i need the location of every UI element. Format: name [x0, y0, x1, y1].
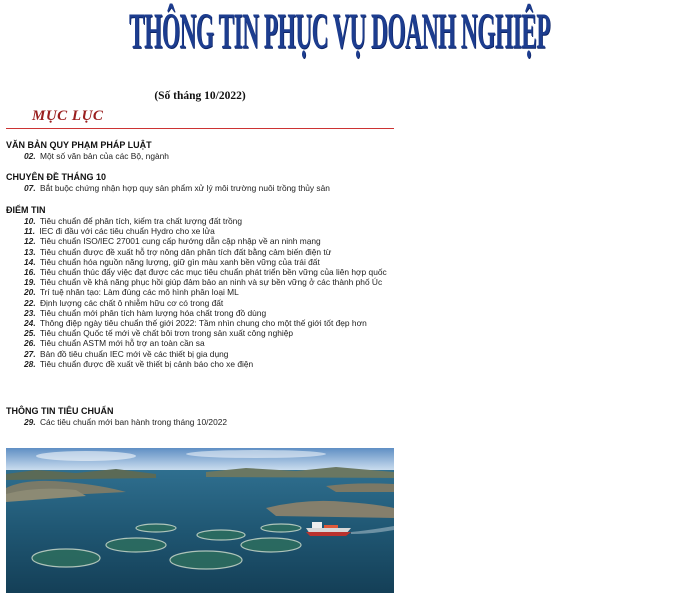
page-number: 14.: [24, 256, 36, 267]
item-text: Bản đồ tiêu chuẩn IEC mới về các thiết bị gia dụng: [39, 348, 229, 359]
item-text: Tiêu chuẩn thúc đẩy việc đạt được các mục tiêu chuẩn phát triển bền vững của liên hợp quốc: [39, 267, 387, 278]
issue-label: (Số tháng 10/2022): [154, 90, 246, 102]
page-number: 07.: [24, 183, 36, 193]
publication-title: THÔNG TIN PHỤC VỤ DOANH NGHIỆP: [129, 3, 551, 61]
toc-item[interactable]: [6, 298, 398, 308]
page-number: 11.: [24, 226, 36, 237]
toc-item[interactable]: [6, 216, 398, 226]
item-text: Tiêu chuẩn được đề xuất về thiết bị cảnh báo cho xe điện: [39, 358, 254, 369]
item-text: Một số văn bản của các Bộ, ngành: [39, 151, 169, 161]
page-number: 23.: [24, 307, 36, 318]
toc-item[interactable]: [6, 349, 398, 359]
toc-item[interactable]: [6, 236, 398, 246]
toc-item[interactable]: [6, 247, 398, 257]
page-number: 25.: [24, 328, 36, 339]
section-title: CHUYÊN ĐỀ THÁNG 10: [6, 172, 107, 182]
page-number: 29.: [24, 417, 36, 427]
section-legal-documents: [6, 140, 398, 161]
toc-item[interactable]: [6, 338, 398, 348]
toc-item[interactable]: [6, 308, 398, 318]
section-title: VĂN BẢN QUY PHẠM PHÁP LUẬT: [6, 140, 152, 150]
toc-item[interactable]: [6, 277, 398, 287]
item-text: Tiêu chuẩn Quốc tế mới về chất bôi trơn trong sản xuất công nghiệp: [39, 328, 294, 339]
toc-item[interactable]: [6, 151, 398, 161]
toc-divider: [6, 128, 394, 129]
item-text: Bắt buộc chứng nhận hợp quy sản phẩm xử lý môi trường nuôi trồng thủy sản: [39, 183, 330, 193]
section-title: ĐIỂM TIN: [6, 205, 46, 215]
page-number: 19.: [24, 277, 36, 288]
toc-heading: MỤC LỤC: [32, 108, 104, 124]
masthead: [0, 3, 551, 61]
page-number: 16.: [24, 267, 36, 278]
section-title: THÔNG TIN TIÊU CHUẨN: [6, 406, 114, 416]
item-text: Tiêu chuẩn được đề xuất hỗ trợ nông dân phân tích đất bằng cảm biến điện từ: [39, 246, 332, 257]
page-number: 28.: [24, 358, 36, 369]
aquaculture-photo: [6, 448, 394, 593]
page-number: 26.: [24, 338, 36, 349]
page-number: 02.: [24, 151, 36, 161]
item-text: Tiêu chuẩn để phân tích, kiểm tra chất lượng đất trồng: [39, 216, 242, 226]
page-number: 24.: [24, 318, 36, 329]
item-text: Thông điệp ngày tiêu chuẩn thế giới 2022: Tầm nhìn chung cho một thế giới tốt đẹp hơn: [39, 318, 367, 329]
page-number: 20.: [24, 287, 36, 298]
toc-item[interactable]: [6, 257, 398, 267]
section-news-highlights: [6, 205, 398, 369]
item-text: Tiêu chuẩn mới phân tích hàm lượng hóa chất trong đồ dùng: [39, 307, 267, 318]
page-number: 13.: [24, 246, 36, 257]
toc-item[interactable]: [6, 359, 398, 369]
page-number: 27.: [24, 348, 36, 359]
page-number: 22.: [24, 297, 36, 308]
item-text: IEC đi đầu với các tiêu chuẩn Hydro cho xe lửa: [39, 226, 215, 237]
item-text: Các tiêu chuẩn mới ban hành trong tháng 10/2022: [39, 417, 228, 427]
fish-farm-illustration: [6, 448, 394, 593]
toc-item[interactable]: [6, 318, 398, 328]
toc-item[interactable]: [6, 328, 398, 338]
item-text: Tiêu chuẩn về khả năng phục hồi giúp đảm bảo an ninh và sự bền vững ở các thành phố Úc: [39, 277, 383, 288]
page-number: 12.: [24, 236, 36, 247]
section-standards-info: [6, 406, 398, 427]
item-text: Tiêu chuẩn hóa nguồn năng lượng, giữ gìn màu xanh bền vững của trái đất: [39, 256, 320, 267]
toc-item[interactable]: [6, 287, 398, 297]
section-monthly-topic: [6, 172, 398, 193]
item-text: Tiêu chuẩn ASTM mới hỗ trợ an toàn cần sa: [39, 338, 205, 349]
item-text: Trí tuệ nhân tạo: Làm đúng các mô hình phân loại ML: [39, 287, 239, 298]
toc-item[interactable]: [6, 226, 398, 236]
item-text: Tiêu chuẩn ISO/IEC 27001 cung cấp hướng dẫn cập nhập về an ninh mạng: [39, 236, 321, 247]
page-number: 10.: [24, 216, 36, 226]
item-text: Định lượng các chất ô nhiễm hữu cơ có trong đất: [39, 297, 224, 308]
toc-item[interactable]: [6, 417, 398, 427]
toc-item[interactable]: [6, 267, 398, 277]
toc-item[interactable]: [6, 183, 398, 193]
